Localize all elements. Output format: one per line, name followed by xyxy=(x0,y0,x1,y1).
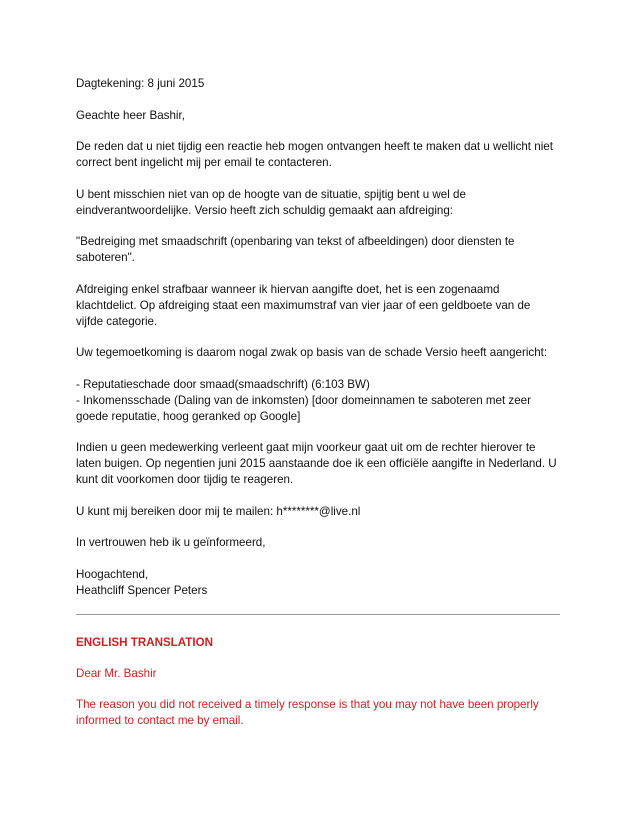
paragraph-line: informed to contact me by email. xyxy=(76,714,244,727)
quote-line: "Bedreiging met smaadschrift (openbaring van tekst of afbeeldingen) door diensten te xyxy=(76,235,515,248)
translation-heading: ENGLISH TRANSLATION xyxy=(76,635,213,649)
informed-line: In vertrouwen heb ik u geïnformeerd, xyxy=(76,536,266,549)
quote-block xyxy=(76,234,566,266)
paragraph-line: correct bent ingelicht mij per email te contacteren. xyxy=(76,156,332,169)
contact-line: U kunt mij bereiken door mij te mailen: h********@live.nl xyxy=(76,504,361,518)
paragraph-situation xyxy=(76,187,566,219)
paragraph-line: laten buigen. Op negentien juni 2015 aanstaande doe ik een officiële aangifte in Nederland. U xyxy=(76,457,557,470)
list-item: - Inkomensschade (Daling van de inkomsten) [door domeinnamen te saboteren met zeer xyxy=(76,393,531,407)
paragraph-line: Indien u geen medewerking verleent gaat mijn voorkeur gaat uit om de rechter hierover te xyxy=(76,441,536,454)
paragraph-line: The reason you did not received a timely response is that you may not have been properly xyxy=(76,698,539,711)
letter-page xyxy=(76,76,566,745)
paragraph-legal xyxy=(76,282,566,330)
paragraph-line: U bent misschien niet van op de hoogte van de situatie, spijtig bent u wel de xyxy=(76,187,466,201)
paragraph-line: kunt dit voorkomen door tijdig te reageren. xyxy=(76,473,294,486)
date-line: Dagtekening: 8 juni 2015 xyxy=(76,77,205,90)
paragraph-line: eindverantwoordelijke. Versio heeft zich schuldig gemaakt aan afdreiging: xyxy=(76,203,454,217)
quote-line: saboteren". xyxy=(76,251,135,264)
section-divider xyxy=(76,614,560,615)
translation-paragraph xyxy=(76,697,566,729)
paragraph-line: vijfde categorie. xyxy=(76,314,158,328)
translation-greeting: Dear Mr. Bashir xyxy=(76,666,157,680)
closing: Hoogachtend, xyxy=(76,567,149,581)
paragraph-line: klachtdelict. Op afdreiging staat een maximumstraf van vier jaar of een geldboete van de xyxy=(76,298,531,312)
signature-name: Heathcliff Spencer Peters xyxy=(76,583,208,597)
greeting: Geachte heer Bashir, xyxy=(76,108,185,122)
paragraph-court xyxy=(76,440,566,488)
damages-list xyxy=(76,377,566,425)
paragraph-damages-intro: Uw tegemoetkoming is daarom nogal zwak op basis van de schade Versio heeft aangericht: xyxy=(76,346,548,359)
list-item: - Reputatieschade door smaad(smaadschrift) (6:103 BW) xyxy=(76,377,370,391)
paragraph-line: Afdreiging enkel strafbaar wanneer ik hiervan aangifte doet, het is een zogenaamd xyxy=(76,282,500,296)
paragraph-reason xyxy=(76,139,566,171)
list-item-continuation: goede reputatie, hoog geranked op Google] xyxy=(76,409,301,423)
paragraph-line: De reden dat u niet tijdig een reactie heb mogen ontvangen heeft te maken dat u wellicht niet xyxy=(76,140,553,153)
signature-block xyxy=(76,567,566,599)
